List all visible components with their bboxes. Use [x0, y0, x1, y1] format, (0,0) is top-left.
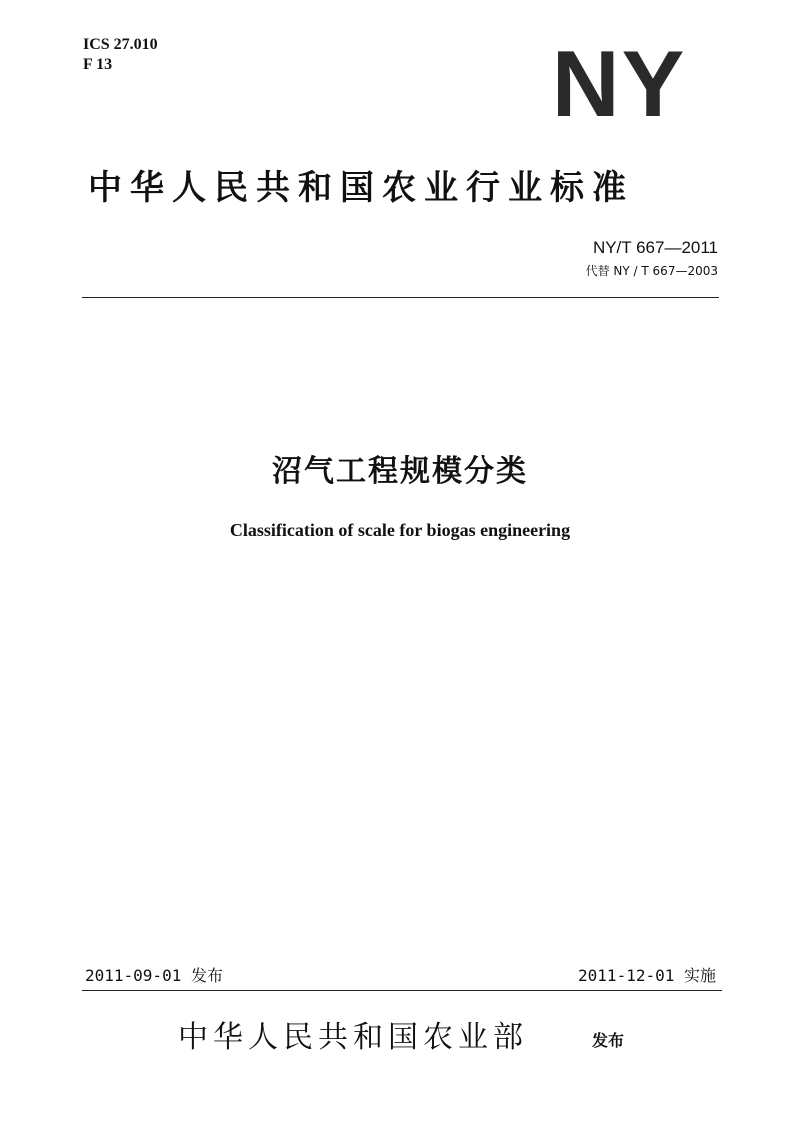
- publish-label: 发布: [592, 1031, 625, 1050]
- issue-date: 2011-09-01 发布: [85, 966, 223, 985]
- ccs-code: F 13: [83, 56, 113, 73]
- standard-type-heading: 中华人民共和国农业行业标准: [88, 168, 634, 208]
- ics-code: ICS 27.010: [83, 36, 158, 53]
- implementation-date: 2011-12-01 实施: [578, 966, 716, 985]
- ny-logo: NY: [551, 31, 687, 136]
- document-title-english: Classification of scale for biogas engineering: [229, 520, 571, 540]
- publisher-name: 中华人民共和国农业部: [178, 1020, 528, 1055]
- standard-number: NY/T 667—2011: [592, 238, 718, 257]
- top-divider: [82, 297, 719, 298]
- replaces-standard: 代替 NY / T 667—2003: [585, 264, 718, 278]
- document-title-chinese: 沼气工程规模分类: [272, 454, 528, 489]
- bottom-divider: [82, 990, 722, 991]
